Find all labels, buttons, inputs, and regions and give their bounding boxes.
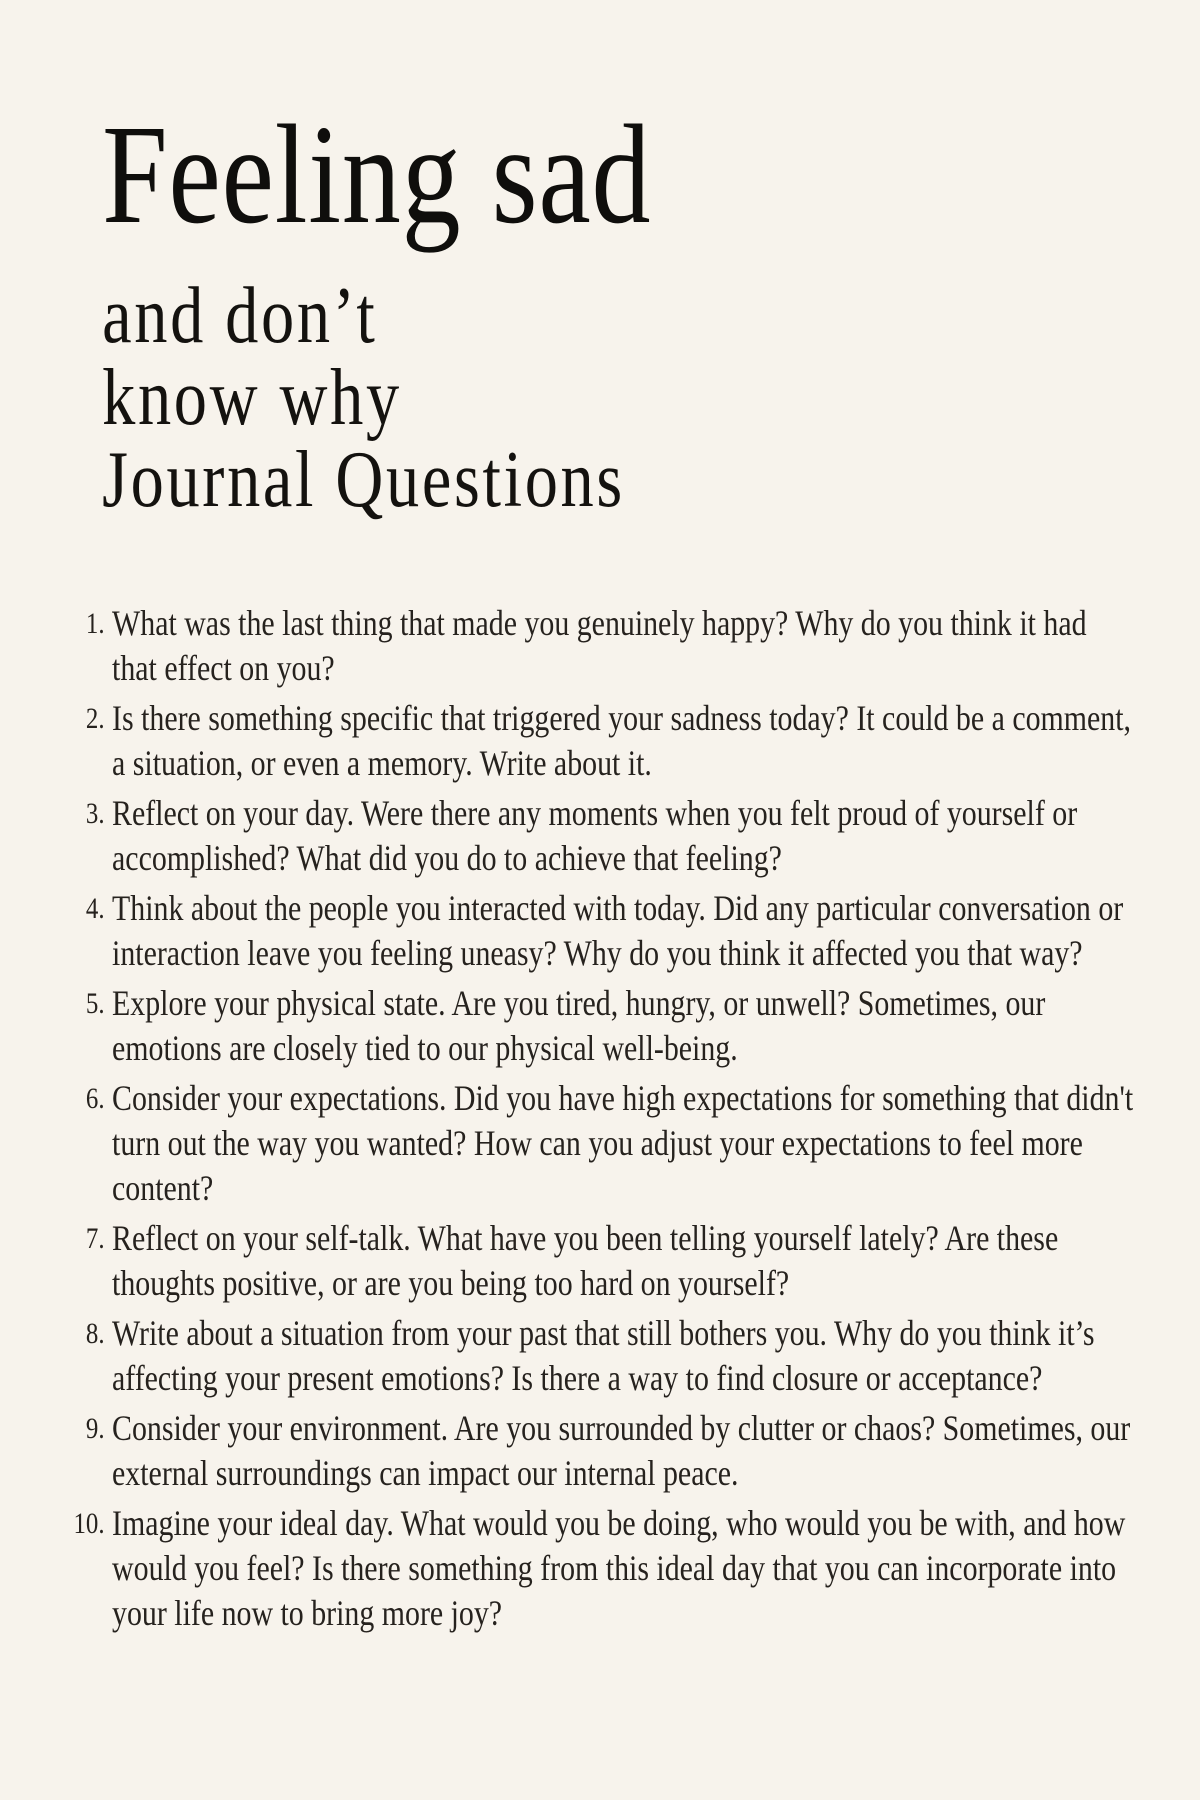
- list-text: Is there something specific that triggered your sadness today? It could be a comment, a situation, or even a memory. Write about it.: [112, 698, 1131, 783]
- list-text: Reflect on your day. Were there any moments when you felt proud of yourself or accomplished? What did you do to achieve that feeling?: [112, 793, 1078, 878]
- list-item: [50, 981, 1200, 1071]
- list-number: 6.: [85, 1082, 105, 1115]
- list-text: Think about the people you interacted with today. Did any particular conversation or interaction leave you feeling uneasy? Why do you think it affected you that way?: [112, 888, 1124, 973]
- list-number: 7.: [85, 1222, 105, 1255]
- list-item: [50, 1501, 1200, 1636]
- list-item: [50, 601, 1200, 691]
- list-number: 3.: [85, 797, 105, 830]
- question-section: [0, 601, 1200, 1636]
- list-item: [50, 1076, 1200, 1211]
- list-number: 1.: [85, 607, 105, 640]
- list-item: [50, 886, 1200, 976]
- list-number: 9.: [85, 1412, 105, 1445]
- list-text: Reflect on your self-talk. What have you been telling yourself lately? Are these thoughts positive, or are you being too hard on yourself?: [112, 1218, 1059, 1303]
- list-number: 2.: [85, 702, 105, 735]
- list-number: 8.: [85, 1317, 105, 1350]
- list-item: [50, 791, 1200, 881]
- subtitle-line-3: Journal Questions: [102, 436, 625, 524]
- list-item: [50, 696, 1200, 786]
- list-text: Consider your expectations. Did you have high expectations for something that didn't turn out the way you wanted? How can you adjust your expectations to feel more content?: [112, 1078, 1134, 1208]
- list-number: 5.: [85, 987, 105, 1020]
- list-text: Explore your physical state. Are you tired, hungry, or unwell? Sometimes, our emotions are closely tied to our physical well-being.: [112, 983, 1046, 1068]
- list-text: What was the last thing that made you genuinely happy? Why do you think it had that effect on you?: [112, 603, 1087, 688]
- list-text: Imagine your ideal day. What would you be doing, who would you be with, and how would you feel? Is there something from this ideal day that you can incorporate into your life now to bring more joy?: [112, 1503, 1126, 1633]
- list-text: Consider your environment. Are you surrounded by clutter or chaos? Sometimes, our external surroundings can impact our internal peace.: [112, 1408, 1131, 1493]
- list-text: Write about a situation from your past that still bothers you. Why do you think it’s affecting your present emotions? Is there a way to find closure or acceptance?: [112, 1313, 1095, 1398]
- list-item: [50, 1311, 1200, 1401]
- header: [0, 0, 1200, 524]
- subtitle-line-1: and don’t: [102, 272, 378, 360]
- page-title: Feeling sad: [102, 95, 652, 253]
- subtitle-line-2: know why: [102, 354, 402, 442]
- list-number: 4.: [85, 892, 105, 925]
- list-item: [50, 1216, 1200, 1306]
- question-list: [50, 601, 1200, 1636]
- list-item: [50, 1406, 1200, 1496]
- list-number: 10.: [73, 1507, 105, 1540]
